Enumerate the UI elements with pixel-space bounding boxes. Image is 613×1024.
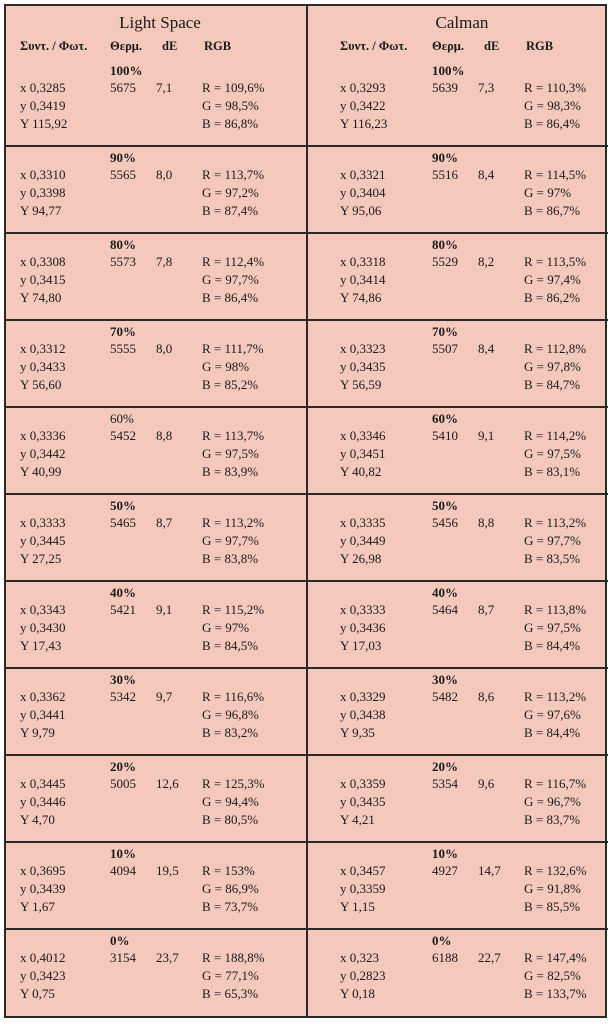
coord-x: x 0,3323	[340, 341, 386, 356]
header-coords: Συντ. / Φωτ.	[340, 39, 408, 53]
rgb-green: G = 97,5%	[202, 446, 259, 461]
delta-e: 22,7	[478, 950, 501, 965]
luminance: Y 9,79	[20, 725, 55, 740]
rgb-red: R = 112,8%	[524, 341, 587, 356]
coord-x: x 0,3695	[20, 863, 66, 878]
panel-title: Light Space	[119, 13, 201, 32]
rgb-green: G = 97%	[202, 620, 250, 635]
rgb-blue: B = 85,5%	[524, 899, 581, 914]
coord-y: y 0,3419	[20, 98, 66, 113]
delta-e: 8,0	[156, 341, 173, 356]
luminance: Y 4,21	[340, 812, 375, 827]
rgb-blue: B = 86,2%	[524, 290, 581, 305]
color-temp: 5354	[432, 776, 458, 791]
coord-x: x 0,3359	[340, 776, 386, 791]
color-temp: 4927	[432, 863, 458, 878]
coord-x: x 0,3457	[340, 863, 386, 878]
luminance: Y 116,23	[340, 116, 388, 131]
level-percent: 20%	[432, 759, 458, 774]
coord-y: y 0,3449	[340, 533, 386, 548]
coord-x: x 0,3318	[340, 254, 386, 269]
rgb-red: R = 116,7%	[524, 776, 587, 791]
rgb-green: G = 82,5%	[524, 968, 581, 983]
luminance: Y 40,99	[20, 464, 62, 479]
delta-e: 7,8	[156, 254, 173, 269]
coord-x: x 0,3293	[340, 80, 386, 95]
rgb-red: R = 132,6%	[524, 863, 587, 878]
rgb-green: G = 91,8%	[524, 881, 581, 896]
level-percent: 70%	[432, 324, 458, 339]
rgb-red: R = 111,7%	[202, 341, 264, 356]
table-row	[6, 408, 306, 495]
color-temp: 5005	[110, 776, 136, 791]
luminance: Y 1,67	[20, 899, 55, 914]
table-row	[308, 843, 608, 930]
measurement-table	[4, 4, 607, 1018]
rgb-green: G = 86,9%	[202, 881, 259, 896]
rgb-red: R = 113,2%	[524, 689, 587, 704]
coord-x: x 0,3285	[20, 80, 66, 95]
level-percent: 80%	[110, 237, 136, 252]
color-temp: 5482	[432, 689, 458, 704]
color-temp: 5456	[432, 515, 458, 530]
level-percent: 20%	[110, 759, 136, 774]
level-percent: 40%	[110, 585, 136, 600]
coord-x: x 0,3333	[20, 515, 66, 530]
coord-y: y 0,3442	[20, 446, 66, 461]
table-row	[308, 669, 608, 756]
rgb-red: R = 113,2%	[524, 515, 587, 530]
rgb-green: G = 97,6%	[524, 707, 581, 722]
table-row	[308, 234, 608, 321]
rgb-green: G = 97,5%	[524, 620, 581, 635]
coord-y: y 0,3445	[20, 533, 66, 548]
coord-x: x 0,3321	[340, 167, 386, 182]
coord-y: y 0,3439	[20, 881, 66, 896]
delta-e: 9,1	[156, 602, 173, 617]
level-percent: 90%	[110, 150, 136, 165]
rgb-blue: B = 86,4%	[524, 116, 581, 131]
level-percent: 50%	[432, 498, 458, 513]
rgb-red: R = 113,7%	[202, 167, 265, 182]
table-row	[308, 495, 608, 582]
coord-x: x 0,3343	[20, 602, 66, 617]
delta-e: 9,1	[478, 428, 495, 443]
color-temp: 5452	[110, 428, 136, 443]
color-temp: 3154	[110, 950, 136, 965]
table-row	[6, 147, 306, 234]
coord-x: x 0,3336	[20, 428, 66, 443]
delta-e: 12,6	[156, 776, 179, 791]
luminance: Y 4,70	[20, 812, 55, 827]
rgb-blue: B = 87,4%	[202, 203, 259, 218]
level-percent: 60%	[110, 411, 134, 426]
rgb-green: G = 97,5%	[524, 446, 581, 461]
rgb-blue: B = 65,3%	[202, 986, 259, 1001]
luminance: Y 115,92	[20, 116, 68, 131]
delta-e: 8,7	[156, 515, 173, 530]
color-temp: 5421	[110, 602, 136, 617]
rgb-red: R = 153%	[202, 863, 255, 878]
table-row	[308, 60, 608, 147]
rgb-blue: B = 85,2%	[202, 377, 259, 392]
coord-x: x 0,3445	[20, 776, 66, 791]
rgb-green: G = 98,3%	[524, 98, 581, 113]
delta-e: 8,4	[478, 167, 495, 182]
color-temp: 5464	[432, 602, 458, 617]
color-temp: 5342	[110, 689, 136, 704]
coord-y: y 0,3415	[20, 272, 66, 287]
coord-y: y 0,3435	[340, 359, 386, 374]
table-row	[308, 930, 608, 1017]
rgb-red: R = 113,5%	[524, 254, 587, 269]
luminance: Y 0,75	[20, 986, 55, 1001]
rgb-blue: B = 83,9%	[202, 464, 259, 479]
coord-y: y 0,3441	[20, 707, 66, 722]
rgb-red: R = 115,2%	[202, 602, 265, 617]
level-percent: 40%	[432, 585, 458, 600]
level-percent: 70%	[110, 324, 136, 339]
header-de: dE	[162, 39, 178, 53]
rgb-blue: B = 84,4%	[524, 725, 581, 740]
delta-e: 14,7	[478, 863, 501, 878]
header-temp: Θερμ.	[432, 39, 464, 53]
header-de: dE	[484, 39, 500, 53]
rows	[6, 60, 306, 1017]
rgb-red: R = 112,4%	[202, 254, 265, 269]
table-row	[6, 234, 306, 321]
luminance: Y 95,06	[340, 203, 382, 218]
rgb-red: R = 188,8%	[202, 950, 265, 965]
rgb-red: R = 114,5%	[524, 167, 587, 182]
rgb-blue: B = 83,7%	[524, 812, 581, 827]
color-temp: 5639	[432, 80, 458, 95]
coord-y: y 0,3414	[340, 272, 386, 287]
rgb-blue: B = 133,7%	[524, 986, 587, 1001]
coord-y: y 0,3359	[340, 881, 386, 896]
rgb-blue: B = 84,4%	[524, 638, 581, 653]
luminance: Y 17,43	[20, 638, 62, 653]
color-temp: 4094	[110, 863, 136, 878]
coord-x: x 0,3333	[340, 602, 386, 617]
color-temp: 6188	[432, 950, 458, 965]
color-temp: 5465	[110, 515, 136, 530]
luminance: Y 94,77	[20, 203, 62, 218]
rgb-blue: B = 86,4%	[202, 290, 259, 305]
delta-e: 23,7	[156, 950, 179, 965]
luminance: Y 27,25	[20, 551, 62, 566]
level-percent: 50%	[110, 498, 136, 513]
table-row	[6, 321, 306, 408]
rgb-green: G = 96,8%	[202, 707, 259, 722]
coord-x: x 0,3335	[340, 515, 386, 530]
table-row	[6, 582, 306, 669]
level-percent: 60%	[432, 411, 458, 426]
rgb-blue: B = 83,8%	[202, 551, 259, 566]
rgb-blue: B = 80,5%	[202, 812, 259, 827]
rgb-green: G = 97,7%	[202, 272, 259, 287]
coord-y: y 0,2823	[340, 968, 386, 983]
rgb-blue: B = 86,7%	[524, 203, 581, 218]
table-row	[308, 582, 608, 669]
coord-y: y 0,3430	[20, 620, 66, 635]
level-percent: 90%	[432, 150, 458, 165]
luminance: Y 56,60	[20, 377, 62, 392]
level-percent: 0%	[432, 933, 452, 948]
table-row	[308, 147, 608, 234]
delta-e: 8,4	[478, 341, 495, 356]
coord-y: y 0,3438	[340, 707, 386, 722]
rgb-green: G = 97,7%	[524, 533, 581, 548]
luminance: Y 74,86	[340, 290, 382, 305]
coord-x: x 0,3329	[340, 689, 386, 704]
header-coords: Συντ. / Φωτ.	[20, 39, 88, 53]
rgb-green: G = 97%	[524, 185, 572, 200]
rgb-green: G = 98,5%	[202, 98, 259, 113]
header-rgb: RGB	[204, 39, 232, 53]
color-temp: 5565	[110, 167, 136, 182]
rgb-green: G = 96,7%	[524, 794, 581, 809]
rgb-green: G = 97,7%	[202, 533, 259, 548]
coord-y: y 0,3398	[20, 185, 66, 200]
coord-y: y 0,3423	[20, 968, 66, 983]
coord-x: x 0,3312	[20, 341, 66, 356]
rgb-red: R = 113,8%	[524, 602, 587, 617]
color-temp: 5507	[432, 341, 458, 356]
coord-x: x 0,3362	[20, 689, 66, 704]
rgb-red: R = 147,4%	[524, 950, 587, 965]
delta-e: 9,7	[156, 689, 173, 704]
coord-y: y 0,3446	[20, 794, 66, 809]
delta-e: 7,3	[478, 80, 495, 95]
coord-y: y 0,3404	[340, 185, 386, 200]
delta-e: 7,1	[156, 80, 173, 95]
luminance: Y 74,80	[20, 290, 62, 305]
coord-y: y 0,3436	[340, 620, 386, 635]
rgb-red: R = 109,6%	[202, 80, 265, 95]
level-percent: 100%	[432, 63, 465, 78]
coord-y: y 0,3422	[340, 98, 386, 113]
coord-x: x 0,3308	[20, 254, 66, 269]
luminance: Y 40,82	[340, 464, 382, 479]
color-temp: 5573	[110, 254, 136, 269]
luminance: Y 17,03	[340, 638, 382, 653]
delta-e: 8,8	[156, 428, 173, 443]
level-percent: 80%	[432, 237, 458, 252]
rgb-red: R = 110,3%	[524, 80, 587, 95]
table-row	[6, 669, 306, 756]
rgb-green: G = 98%	[202, 359, 250, 374]
header-temp: Θερμ.	[110, 39, 142, 53]
delta-e: 8,7	[478, 602, 495, 617]
delta-e: 8,2	[478, 254, 495, 269]
rgb-blue: B = 84,7%	[524, 377, 581, 392]
rgb-red: R = 113,2%	[202, 515, 265, 530]
coord-x: x 0,3346	[340, 428, 386, 443]
rgb-blue: B = 83,1%	[524, 464, 581, 479]
luminance: Y 26,98	[340, 551, 382, 566]
rgb-green: G = 97,4%	[524, 272, 581, 287]
table-row	[6, 60, 306, 147]
rgb-blue: B = 73,7%	[202, 899, 259, 914]
panel-title: Calman	[435, 13, 489, 32]
delta-e: 8,6	[478, 689, 495, 704]
level-percent: 100%	[110, 63, 143, 78]
color-temp: 5675	[110, 80, 136, 95]
coord-y: y 0,3433	[20, 359, 66, 374]
rgb-blue: B = 86,8%	[202, 116, 259, 131]
coord-y: y 0,3435	[340, 794, 386, 809]
level-percent: 30%	[432, 672, 458, 687]
rgb-red: R = 114,2%	[524, 428, 587, 443]
table-row	[308, 756, 608, 843]
rgb-red: R = 113,7%	[202, 428, 265, 443]
delta-e: 8,8	[478, 515, 495, 530]
table-row	[308, 321, 608, 408]
rows	[308, 60, 608, 1017]
coord-x: x 0,4012	[20, 950, 66, 965]
rgb-red: R = 125,3%	[202, 776, 265, 791]
level-percent: 10%	[110, 846, 136, 861]
table-row	[6, 930, 306, 1017]
rgb-red: R = 116,6%	[202, 689, 265, 704]
color-temp: 5555	[110, 341, 136, 356]
delta-e: 8,0	[156, 167, 173, 182]
luminance: Y 0,18	[340, 986, 375, 1001]
delta-e: 9,6	[478, 776, 495, 791]
rgb-blue: B = 83,2%	[202, 725, 259, 740]
luminance: Y 9,35	[340, 725, 375, 740]
rgb-green: G = 94,4%	[202, 794, 259, 809]
coord-y: y 0,3451	[340, 446, 386, 461]
color-temp: 5516	[432, 167, 458, 182]
coord-x: x 0,323	[340, 950, 379, 965]
level-percent: 10%	[432, 846, 458, 861]
rgb-blue: B = 84,5%	[202, 638, 259, 653]
table-row	[308, 408, 608, 495]
rgb-blue: B = 83,5%	[524, 551, 581, 566]
coord-x: x 0,3310	[20, 167, 66, 182]
table-row	[6, 843, 306, 930]
delta-e: 19,5	[156, 863, 179, 878]
table-row	[6, 495, 306, 582]
rgb-green: G = 77,1%	[202, 968, 259, 983]
rgb-green: G = 97,8%	[524, 359, 581, 374]
level-percent: 30%	[110, 672, 136, 687]
header-rgb: RGB	[526, 39, 554, 53]
level-percent: 0%	[110, 933, 130, 948]
color-temp: 5529	[432, 254, 458, 269]
table-row	[6, 756, 306, 843]
luminance: Y 56,59	[340, 377, 382, 392]
color-temp: 5410	[432, 428, 458, 443]
rgb-green: G = 97,2%	[202, 185, 259, 200]
luminance: Y 1,15	[340, 899, 375, 914]
